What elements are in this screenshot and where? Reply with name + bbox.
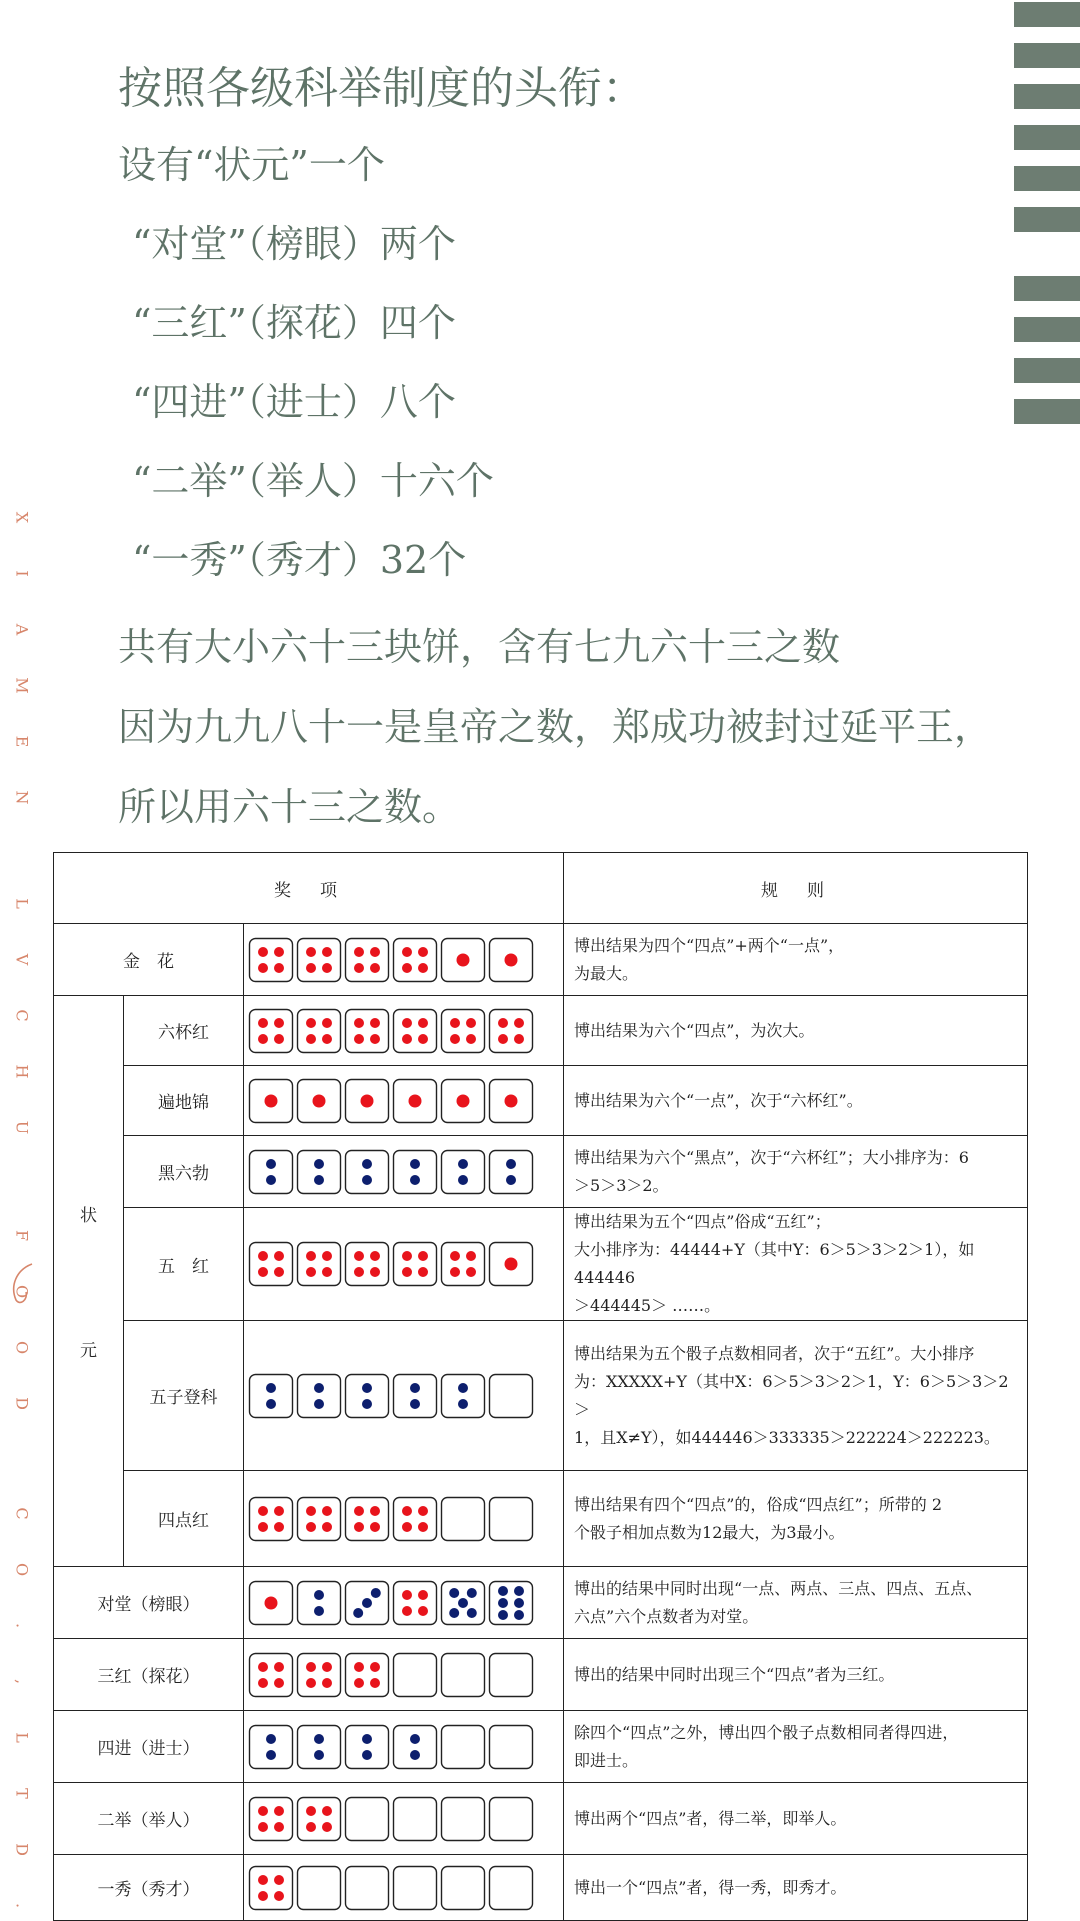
vertical-letter: M: [12, 677, 32, 694]
vertical-letter: .: [12, 1622, 32, 1629]
intro-title: 按照各级科举制度的头衔：: [118, 63, 646, 114]
dice-cell: [244, 1321, 564, 1471]
vertical-letter: F: [12, 1229, 32, 1242]
vertical-letter: I: [12, 570, 32, 577]
rule-line: ＞444445＞ ……。: [574, 1296, 721, 1315]
prize-rule: [564, 1208, 1028, 1321]
die-face-4-icon: [296, 1796, 342, 1842]
die-face-2-icon: [440, 1149, 486, 1195]
die-face-4-icon: [344, 1652, 390, 1698]
die-face-2-icon: [392, 1373, 438, 1419]
dice-cell: [244, 1471, 564, 1567]
rule-line: 博出结果为六个“一点”，次于“六杯红”。: [574, 1090, 863, 1110]
dice-cell: [244, 924, 564, 996]
rule-line: 大小排序为：44444+Y（其中Y：6＞5＞3＞2＞1），如444446: [574, 1240, 975, 1287]
die-face-2-icon: [248, 1724, 294, 1770]
die-face-4-icon: [248, 1865, 294, 1911]
intro-line: 共有大小六十三块饼，含有七九六十三之数: [118, 625, 841, 669]
vertical-letter: .: [12, 1902, 32, 1909]
dice-group: [244, 1580, 563, 1626]
blank-die-icon: [440, 1652, 486, 1698]
die-face-4-icon: [296, 1008, 342, 1054]
blank-die-icon: [392, 1865, 438, 1911]
dice-group: [244, 1149, 563, 1195]
dice-cell: [244, 1855, 564, 1921]
table-row: [54, 1639, 1028, 1711]
die-face-4-icon: [392, 937, 438, 983]
vertical-letter: C: [12, 1507, 32, 1520]
dice-group: [244, 1373, 563, 1419]
intro-line: “一秀”（秀才）32个: [132, 538, 467, 582]
table-header: [54, 853, 1028, 924]
blank-die-icon: [440, 1724, 486, 1770]
die-face-2-icon: [296, 1580, 342, 1626]
table-row: [54, 1136, 1028, 1208]
stripe: [1014, 125, 1080, 150]
rule-line: 个骰子相加点数为12最大，为3最小。: [574, 1522, 845, 1542]
die-face-4-icon: [296, 1241, 342, 1287]
prize-name: 三红（探花）: [54, 1639, 244, 1711]
rule-line: 博出结果为五个“四点”俗成“五红”；: [574, 1212, 831, 1231]
rule-line: 博出两个“四点”者，得二举，即举人。: [574, 1808, 847, 1828]
table-row: [54, 996, 1028, 1066]
die-face-2-icon: [296, 1724, 342, 1770]
die-face-4-icon: [392, 1008, 438, 1054]
rule-line: 博出结果为六个“黑点”，次于“六杯红”；大小排序为：6: [574, 1147, 969, 1167]
vertical-letter: H: [12, 1064, 32, 1079]
rule-line: 1，且X≠Y），如444446＞333335＞222224＞222223。: [574, 1427, 1000, 1447]
prize-name: 六杯红: [124, 996, 244, 1066]
dice-cell: [244, 1711, 564, 1783]
vertical-letter: N: [12, 790, 32, 805]
stripe: [1014, 358, 1080, 383]
dice-group: [244, 937, 563, 983]
die-face-1-icon: [344, 1078, 390, 1124]
dice-group: [244, 1724, 563, 1770]
blank-die-icon: [440, 1796, 486, 1842]
intro-line: 所以用六十三之数。: [118, 785, 461, 829]
table-row: [54, 1783, 1028, 1855]
die-face-4-icon: [248, 1496, 294, 1542]
blank-die-icon: [392, 1652, 438, 1698]
vertical-letter: X: [12, 511, 32, 524]
die-face-6-icon: [488, 1580, 534, 1626]
blank-die-icon: [440, 1496, 486, 1542]
swirl-ornament-icon: [6, 1260, 36, 1306]
prize-name: 四进（进士）: [54, 1711, 244, 1783]
zhuangyuan-char: 元: [80, 1341, 97, 1361]
die-face-4-icon: [440, 1241, 486, 1287]
dice-group: [244, 1008, 563, 1054]
prize-rule: [564, 924, 1028, 996]
die-face-4-icon: [248, 1241, 294, 1287]
die-face-4-icon: [296, 1652, 342, 1698]
table-row: [54, 1855, 1028, 1921]
dice-cell: [244, 1066, 564, 1136]
vertical-letter: L: [12, 898, 32, 909]
blank-die-icon: [440, 1865, 486, 1911]
die-face-2-icon: [248, 1373, 294, 1419]
die-face-1-icon: [440, 1078, 486, 1124]
prize-name: 一秀（秀才）: [54, 1855, 244, 1921]
dice-cell: [244, 1639, 564, 1711]
blank-die-icon: [392, 1796, 438, 1842]
prize-name: 五 红: [124, 1208, 244, 1321]
rule-line: ＞5＞3＞2。: [574, 1175, 669, 1195]
intro-line: 设有“状元”一个: [118, 143, 385, 187]
stripe: [1014, 166, 1080, 191]
die-face-4-icon: [344, 937, 390, 983]
intro-line: “三红”（探花）四个: [132, 301, 456, 345]
prize-rule: [564, 1066, 1028, 1136]
dice-group: [244, 1496, 563, 1542]
stripe: [1014, 399, 1080, 424]
dice-cell: [244, 1136, 564, 1208]
die-face-1-icon: [440, 937, 486, 983]
stripe: [1014, 317, 1080, 342]
stripe: [1014, 2, 1080, 27]
vertical-letter: D: [12, 1843, 32, 1856]
prize-rule: [564, 1567, 1028, 1639]
die-face-2-icon: [248, 1149, 294, 1195]
die-face-4-icon: [248, 1008, 294, 1054]
rule-line: 博出的结果中同时出现“一点、两点、三点、四点、五点、: [574, 1578, 983, 1598]
vertical-letter: A: [12, 623, 32, 636]
prize-name: 二举（举人）: [54, 1783, 244, 1855]
die-face-2-icon: [344, 1373, 390, 1419]
die-face-4-icon: [296, 937, 342, 983]
rule-line: 博出的结果中同时出现三个“四点”者为三红。: [574, 1664, 895, 1684]
table-row: [54, 1066, 1028, 1136]
dice-group: [244, 1652, 563, 1698]
blank-die-icon: [488, 1796, 534, 1842]
vertical-letter: U: [12, 1120, 32, 1135]
stripe: [1014, 276, 1080, 301]
die-face-3-icon: [344, 1580, 390, 1626]
intro-line: “四进”（进士）八个: [132, 380, 456, 424]
prize-rule: [564, 1639, 1028, 1711]
die-face-2-icon: [440, 1373, 486, 1419]
table-row: [54, 1471, 1028, 1567]
rule-line: 除四个“四点”之外，博出四个骰子点数相同者得四进，: [574, 1722, 959, 1742]
prize-name: 金 花: [54, 924, 244, 996]
blank-die-icon: [344, 1796, 390, 1842]
prize-name: 遍地锦: [124, 1066, 244, 1136]
die-face-4-icon: [344, 1008, 390, 1054]
blank-die-icon: [488, 1496, 534, 1542]
die-face-1-icon: [488, 937, 534, 983]
prize-rules-table: [53, 852, 1028, 1921]
vertical-letter: O: [12, 1340, 32, 1355]
prize-name: 五子登科: [124, 1321, 244, 1471]
dice-cell: [244, 1783, 564, 1855]
die-face-4-icon: [344, 1496, 390, 1542]
die-face-5-icon: [440, 1580, 486, 1626]
header-rule: 规 则: [564, 853, 1028, 924]
vertical-letter: D: [12, 1397, 32, 1410]
dice-group: [244, 1796, 563, 1842]
table-row: [54, 1208, 1028, 1321]
rule-line: 博出结果为五个骰子点数相同者，次于“五红”。大小排序: [574, 1343, 975, 1363]
die-face-2-icon: [344, 1149, 390, 1195]
dice-cell: [244, 996, 564, 1066]
zhuangyuan-char: 状: [80, 1206, 97, 1226]
blank-die-icon: [488, 1724, 534, 1770]
table-row: [54, 1567, 1028, 1639]
die-face-2-icon: [344, 1724, 390, 1770]
dice-group: [244, 1241, 563, 1287]
stripe: [1014, 84, 1080, 109]
table-row: [54, 924, 1028, 996]
prize-rule: [564, 996, 1028, 1066]
vertical-letter: L: [12, 1732, 32, 1743]
die-face-1-icon: [488, 1078, 534, 1124]
rule-line: 为：XXXXX+Y（其中X：6＞5＞3＞2＞1，Y：6＞5＞3＞2＞: [574, 1371, 1009, 1419]
prize-name: 黑六勃: [124, 1136, 244, 1208]
die-face-4-icon: [392, 1496, 438, 1542]
table-row: [54, 1321, 1028, 1471]
vertical-letter: O: [12, 1284, 32, 1299]
blank-die-icon: [296, 1865, 342, 1911]
die-face-2-icon: [488, 1149, 534, 1195]
die-face-2-icon: [296, 1373, 342, 1419]
die-face-4-icon: [392, 1241, 438, 1287]
blank-die-icon: [488, 1652, 534, 1698]
intro-line: 因为九九八十一是皇帝之数，郑成功被封过延平王，: [118, 705, 993, 749]
vertical-letter: E: [12, 735, 32, 748]
intro-line: “对堂”（榜眼）两个: [132, 222, 456, 266]
die-face-4-icon: [392, 1580, 438, 1626]
prize-rule: [564, 1321, 1028, 1471]
stripe: [1014, 43, 1080, 68]
rule-line: 六点”六个点数者为对堂。: [574, 1606, 759, 1626]
rule-line: 博出结果为六个“四点”，为次大。: [574, 1020, 815, 1040]
prize-rule: [564, 1783, 1028, 1855]
intro-line: “二举”（举人）十六个: [132, 459, 494, 503]
vertical-letter: T: [12, 1788, 32, 1799]
table-row: [54, 1711, 1028, 1783]
die-face-4-icon: [488, 1008, 534, 1054]
dice-cell: [244, 1208, 564, 1321]
rule-line: 为最大。: [574, 963, 639, 983]
vertical-letter: C: [12, 1009, 32, 1022]
rule-line: 博出结果为四个“四点”+两个“一点”，: [574, 935, 845, 955]
die-face-1-icon: [296, 1078, 342, 1124]
die-face-4-icon: [248, 1652, 294, 1698]
blank-die-icon: [488, 1865, 534, 1911]
blank-die-icon: [488, 1373, 534, 1419]
die-face-4-icon: [248, 1796, 294, 1842]
vertical-letter: V: [12, 953, 32, 966]
prize-name: 对堂（榜眼）: [54, 1567, 244, 1639]
vertical-letter: O: [12, 1562, 32, 1577]
rule-line: 博出结果有四个“四点”的，俗成“四点红”；所带的 2: [574, 1494, 943, 1514]
die-face-1-icon: [248, 1580, 294, 1626]
rule-line: 博出一个“四点”者，得一秀，即秀才。: [574, 1877, 847, 1897]
prize-rule: [564, 1471, 1028, 1567]
zhuangyuan-label: [54, 996, 124, 1567]
prize-rule: [564, 1711, 1028, 1783]
prize-rule: [564, 1136, 1028, 1208]
rule-line: 即进士。: [574, 1750, 639, 1770]
die-face-4-icon: [296, 1496, 342, 1542]
die-face-2-icon: [392, 1724, 438, 1770]
dice-cell: [244, 1567, 564, 1639]
header-prize: 奖 项: [54, 853, 564, 924]
die-face-1-icon: [392, 1078, 438, 1124]
die-face-2-icon: [296, 1149, 342, 1195]
stripe: [1014, 207, 1080, 232]
die-face-1-icon: [248, 1078, 294, 1124]
die-face-4-icon: [248, 937, 294, 983]
dice-group: [244, 1078, 563, 1124]
prize-name: 四点红: [124, 1471, 244, 1567]
vertical-letter: ,: [12, 1678, 32, 1685]
die-face-4-icon: [344, 1241, 390, 1287]
prize-rule: [564, 1855, 1028, 1921]
dice-group: [244, 1865, 563, 1911]
blank-die-icon: [344, 1865, 390, 1911]
die-face-1-icon: [488, 1241, 534, 1287]
die-face-4-icon: [440, 1008, 486, 1054]
die-face-2-icon: [392, 1149, 438, 1195]
